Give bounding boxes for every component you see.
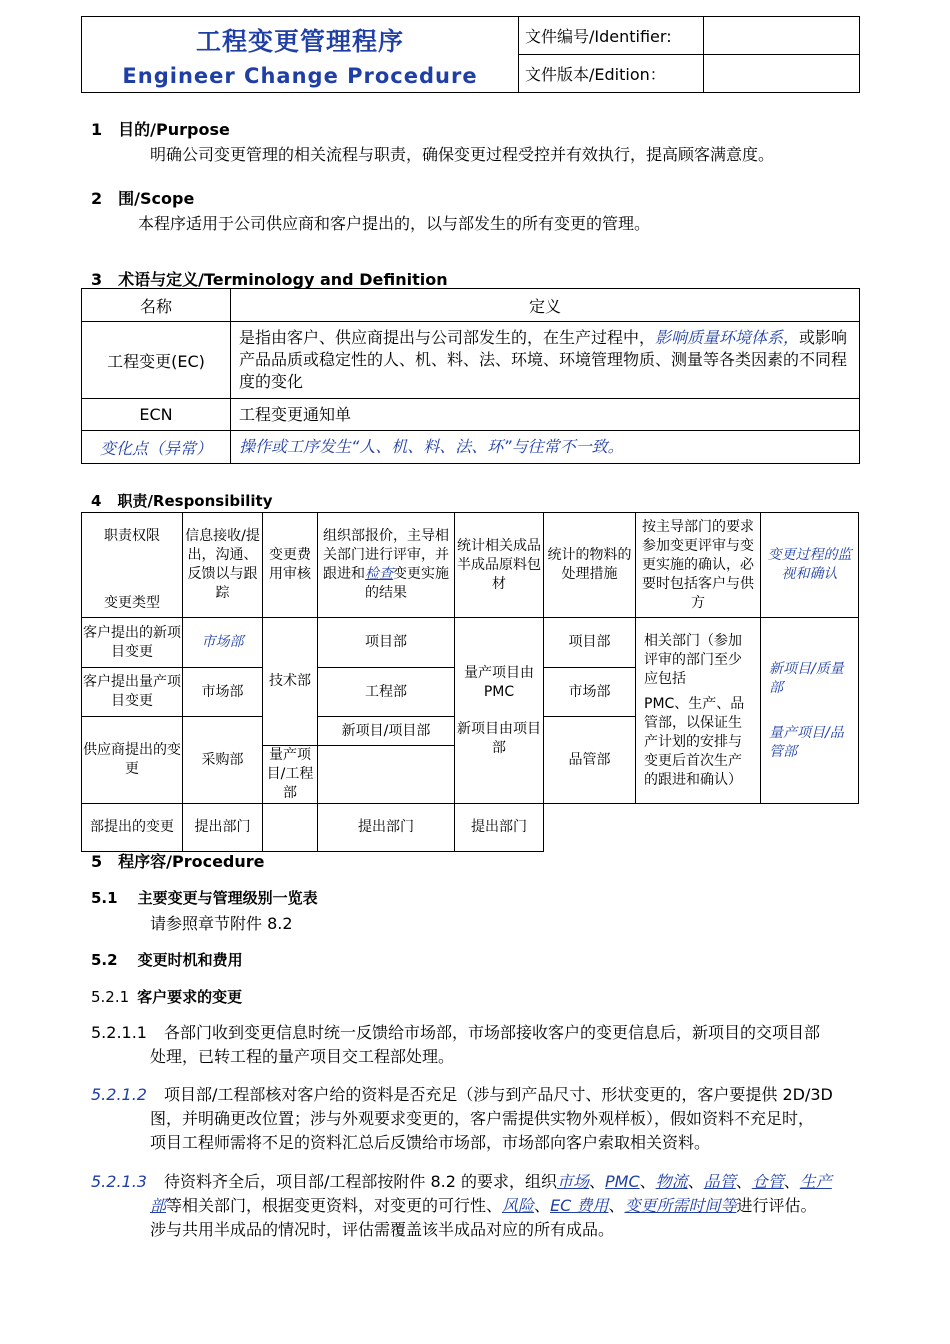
- paragraph-line: 项目部/工程部核对客户给的资料是否充足（涉与到产品尺寸、形状变更的，客户要提供 2D/3D: [163, 1085, 833, 1104]
- identifier-value: [704, 17, 860, 55]
- term-definition: [231, 322, 860, 399]
- term-name: 工程变更(EC): [82, 322, 231, 399]
- header-info: 信息接收/提出，沟通、反馈以与跟踪: [183, 513, 263, 618]
- info-dept: 采购部: [183, 717, 263, 804]
- organize-dept: 量产项目/工程部: [263, 746, 318, 804]
- paragraph-5-2-1-2: [91, 1083, 871, 1155]
- term-name: ECN: [82, 399, 231, 431]
- separator: 、: [735, 1172, 752, 1191]
- header-organize-highlight: 检查: [365, 566, 393, 582]
- measures-dept: 品管部: [544, 717, 636, 804]
- header-organize-part: 组织部报价，主导相关部门进行评审，并跟进和: [323, 528, 449, 582]
- section-1-title: 目的/Purpose: [118, 120, 230, 139]
- paragraph-5-2-1-3: [91, 1170, 871, 1242]
- paragraph-text: 待资料齐全后，项目部/工程部按附件 8.2 的要求，组织: [163, 1172, 557, 1191]
- participate-a: 相关部门（参加评审的部门至少应包括: [644, 632, 742, 687]
- title-chinese: 工程变更管理程序: [195, 26, 404, 56]
- separator: 、: [608, 1196, 625, 1215]
- paragraph-text: 等相关部门，根据变更资料，对变更的可行性、: [166, 1196, 503, 1215]
- paragraph-line: 处理，已转工程的量产项目交工程部处理。: [150, 1047, 455, 1066]
- responsibility-table: [81, 512, 859, 852]
- section-5-1-title: 主要变更与管理级别一览表: [137, 889, 318, 907]
- term-def-part: 是指由客户、供应商提出与公司部发生的，在生产过程中，: [239, 328, 656, 347]
- organize-dept: 项目部: [318, 618, 455, 668]
- identifier-label: 文件编号/Identifier:: [519, 17, 704, 55]
- info-dept: 提出部门: [183, 804, 263, 852]
- info-dept: 市场部: [183, 668, 263, 717]
- paragraph-number: 5.2.1.1: [91, 1023, 147, 1042]
- term-name: 变化点（异常）: [82, 431, 231, 464]
- participate-dept: [636, 618, 761, 804]
- highlight-dept: 品管: [703, 1172, 736, 1191]
- col-def-header: 定义: [231, 289, 860, 322]
- highlight-dept: 市场: [557, 1172, 590, 1191]
- measures-dept: 提出部门: [455, 804, 544, 852]
- measures-dept: 项目部: [544, 618, 636, 668]
- corner-bottom-label: 变更类型: [104, 595, 160, 611]
- header-statistics: 统计相关成品半成品原料包材: [455, 513, 544, 618]
- section-1-text: 明确公司变更管理的相关流程与职责，确保变更过程受控并有效执行，提高顾客满意度。: [150, 145, 775, 164]
- section-4-number: 4: [91, 492, 102, 510]
- cost-dept-empty: [263, 804, 318, 852]
- section-5-2-1-number: 5.2.1: [91, 988, 130, 1006]
- participate-b: PMC、生产、品管部，以保证生产计划的安排与变更后首次生产的跟进和确认）: [644, 695, 745, 788]
- measures-dept: 市场部: [544, 668, 636, 717]
- monitor-dept: [761, 618, 859, 804]
- header-organize: [318, 513, 455, 618]
- separator: 、: [687, 1172, 704, 1191]
- table-row: [82, 399, 860, 431]
- section-5-2-title: 变更时机和费用: [137, 951, 243, 969]
- organize-dept: 提出部门: [318, 804, 455, 852]
- header-measures: 统计的物料的处理措施: [544, 513, 636, 618]
- section-4-heading: [91, 490, 272, 511]
- highlight-dept: 生产: [799, 1172, 832, 1191]
- change-type: 客户提出的新项目变更: [82, 618, 183, 668]
- section-5-number: 5: [91, 852, 103, 871]
- highlight-dept: 仓管: [751, 1172, 784, 1191]
- change-type: 供应商提出的变更: [82, 717, 183, 804]
- paragraph-number: 5.2.1.3: [91, 1172, 147, 1191]
- highlight-item: EC 费用: [550, 1196, 609, 1215]
- section-5-2-number: 5.2: [91, 951, 118, 969]
- monitor-mass: 量产项目/品管部: [769, 724, 844, 760]
- info-dept: 市场部: [183, 618, 263, 668]
- section-5-1-heading: [91, 887, 318, 908]
- section-2-title: 围/Scope: [118, 189, 195, 208]
- section-2-heading: [91, 186, 194, 209]
- section-5-2-1-title: 客户要求的变更: [137, 988, 243, 1006]
- paragraph-text: 进行评估。: [736, 1196, 817, 1215]
- section-3-title: 术语与定义/Terminology and Definition: [118, 270, 448, 289]
- terminology-table: [81, 288, 860, 464]
- highlight-dept: PMC: [605, 1172, 640, 1191]
- header-monitor: 变更过程的监视和确认: [761, 513, 859, 618]
- section-4-title: 职责/Responsibility: [117, 492, 273, 510]
- organize-dept: 新项目/项目部: [318, 717, 455, 746]
- col-name-header: 名称: [82, 289, 231, 322]
- terminology-header-row: [82, 289, 860, 322]
- monitor-new: 新项目/质量部: [769, 660, 844, 696]
- statistics-mass: 量产项目由PMC: [464, 664, 534, 700]
- paragraph-line: 各部门收到变更信息时统一反馈给市场部，市场部接收客户的变更信息后，新项目的交项目部: [163, 1023, 820, 1042]
- organize-dept: 工程部: [318, 668, 455, 717]
- document-header: [81, 16, 860, 93]
- header-participate: 按主导部门的要求参加变更评审与变更实施的确认，必要时包括客户与供方: [636, 513, 761, 618]
- table-row: [82, 431, 860, 464]
- section-1-number: 1: [91, 120, 103, 139]
- separator: 、: [783, 1172, 800, 1191]
- highlight-dept: 物流: [655, 1172, 688, 1191]
- change-type: 部提出的变更: [82, 804, 183, 852]
- separator: 、: [534, 1196, 551, 1215]
- title-english: Engineer Change Procedure: [122, 63, 478, 88]
- highlight-item: 风险: [502, 1196, 535, 1215]
- change-type: 客户提出量产项目变更: [82, 668, 183, 717]
- cost-dept: 技术部: [263, 618, 318, 746]
- term-def-highlight: 影响质量环境体系，: [655, 328, 800, 347]
- paragraph-5-2-1-1: [91, 1021, 871, 1069]
- table-row: [82, 322, 860, 399]
- section-5-heading: [91, 849, 265, 872]
- section-5-1-number: 5.1: [91, 889, 118, 907]
- corner-cell: [82, 513, 183, 618]
- table-row: [82, 618, 859, 668]
- title-cell: [82, 17, 519, 93]
- section-5-title: 程序容/Procedure: [118, 852, 265, 871]
- term-def-part: 或影响产品品质或稳定性的人、机、料、法、环境、环境管理物质、测量等各类因素的不同程度的变化: [239, 328, 848, 391]
- section-3-heading: [91, 267, 448, 290]
- term-definition: 操作或工序发生“人、机、料、法、环”与往常不一致。: [231, 431, 860, 464]
- section-5-1-text: 请参照章节附件 8.2: [150, 914, 293, 933]
- statistics-dept: [455, 618, 544, 804]
- paragraph-line: 项目工程师需将不足的资料汇总后反馈给市场部，市场部向客户索取相关资料。: [150, 1133, 711, 1152]
- section-5-2-1-heading: [91, 986, 242, 1007]
- paragraph-line: 涉与共用半成品的情况时，评估需覆盖该半成品对应的所有成品。: [150, 1220, 615, 1239]
- section-2-number: 2: [91, 189, 103, 208]
- corner-top-label: 职责权限: [104, 528, 160, 544]
- header-cost: 变更费用审核: [263, 513, 318, 618]
- section-5-2-heading: [91, 949, 243, 970]
- edition-label: 文件版本/Edition：: [519, 55, 704, 93]
- statistics-new: 新项目由项目部: [457, 720, 541, 756]
- paragraph-line: 图，并明确更改位置；涉与外观要求变更的，客户需提供实物外观样板），假如资料不充足时，: [150, 1109, 815, 1128]
- paragraph-number: 5.2.1.2: [91, 1085, 147, 1104]
- table-row: [82, 804, 859, 852]
- section-1-heading: [91, 117, 230, 140]
- responsibility-header-row: [82, 513, 859, 618]
- highlight-dept: 部: [150, 1196, 167, 1215]
- term-definition: 工程变更通知单: [231, 399, 860, 431]
- separator: 、: [589, 1172, 606, 1191]
- header-organize-part: 变更实施的结果: [365, 566, 449, 601]
- edition-value: [704, 55, 860, 93]
- highlight-item: 变更所需时间等: [624, 1196, 737, 1215]
- section-3-number: 3: [91, 270, 103, 289]
- section-2-text: 本程序适用于公司供应商和客户提出的，以与部发生的所有变更的管理。: [138, 214, 651, 233]
- separator: 、: [639, 1172, 656, 1191]
